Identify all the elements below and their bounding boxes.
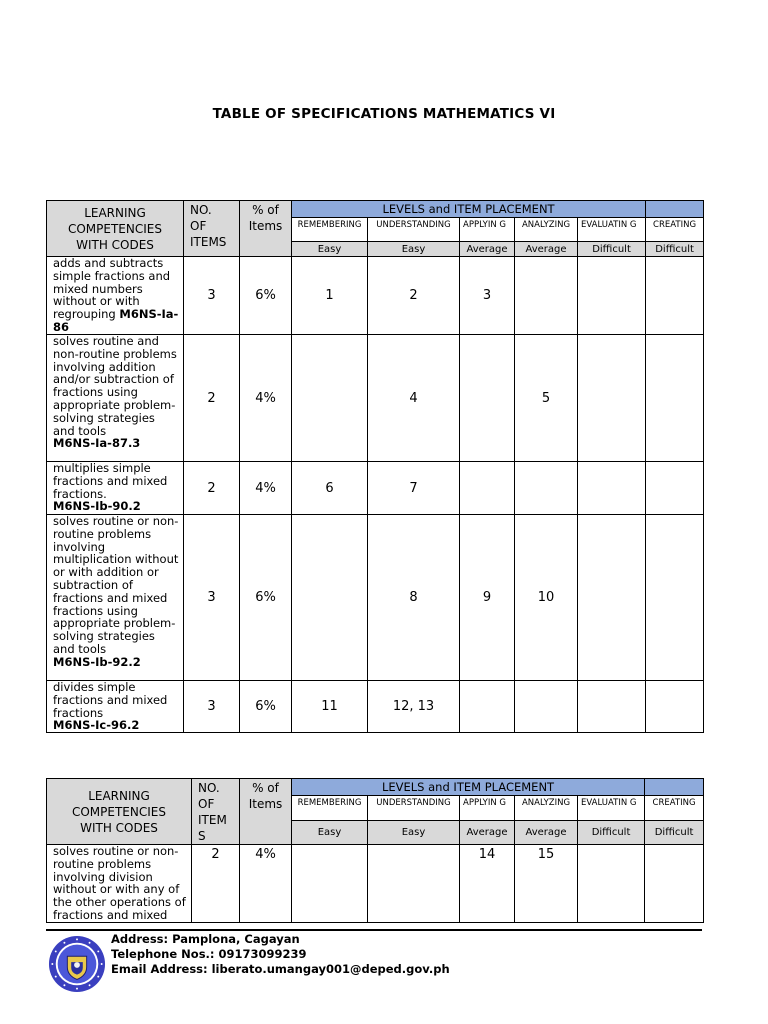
- item-placement-cell: 1: [292, 257, 368, 335]
- item-placement-cell: [578, 257, 646, 335]
- competency-text: divides simple fractions and mixed fractions: [53, 680, 168, 720]
- item-placement-cell: [578, 845, 645, 923]
- competency-cell: [47, 462, 184, 515]
- items-count-cell: 3: [184, 681, 240, 733]
- table-row: [47, 462, 704, 515]
- item-placement-cell: 5: [515, 335, 578, 462]
- competency-cell: [47, 845, 192, 923]
- item-placement-cell: [368, 845, 460, 923]
- item-placement-cell: [515, 257, 578, 335]
- header-percent-items: % of Items: [240, 779, 292, 845]
- specifications-table-2: [46, 778, 704, 923]
- level-name-cell: APPLYIN G: [460, 796, 515, 820]
- header-levels-blank: [645, 779, 704, 796]
- item-placement-cell: [292, 515, 368, 681]
- item-placement-cell: 15: [515, 845, 578, 923]
- item-placement-cell: 9: [460, 515, 515, 681]
- competency-text: solves routine and non-routine problems involving addition and/or subtraction of fractions using appropriate problem-solving strategies and tools: [53, 334, 177, 438]
- header-no-items: NO. OF ITEMS: [184, 201, 240, 257]
- item-placement-cell: [515, 462, 578, 515]
- header-levels-blank: [646, 201, 704, 218]
- table-row: [47, 335, 704, 462]
- document-title: TABLE OF SPECIFICATIONS MATHEMATICS VI: [212, 106, 556, 122]
- difficulty-cell: Easy: [292, 242, 368, 257]
- competency-cell: [47, 681, 184, 733]
- level-name-cell: UNDERSTANDING: [368, 796, 460, 820]
- table-row: [47, 681, 704, 733]
- item-placement-cell: 6: [292, 462, 368, 515]
- item-placement-cell: [646, 335, 704, 462]
- header-no-items: NO. OF ITEM S: [192, 779, 240, 845]
- competency-code: M6NS-Ic-96.2: [53, 718, 140, 733]
- specifications-table-1: [46, 200, 704, 733]
- difficulty-cell: Difficult: [578, 242, 646, 257]
- competency-cell: [47, 515, 184, 681]
- difficulty-cell: Average: [515, 242, 578, 257]
- level-name-cell: EVALUATIN G: [578, 218, 646, 242]
- percent-cell: 6%: [240, 681, 292, 733]
- competency-code: M6NS-Ib-90.2: [53, 499, 141, 514]
- item-placement-cell: 8: [368, 515, 460, 681]
- level-name-cell: APPLYIN G: [460, 218, 515, 242]
- competency-cell: [47, 335, 184, 462]
- item-placement-cell: [578, 462, 646, 515]
- header-levels: LEVELS and ITEM PLACEMENT: [292, 779, 645, 796]
- table-row: [47, 257, 704, 335]
- difficulty-cell: Average: [460, 242, 515, 257]
- percent-cell: 4%: [240, 335, 292, 462]
- footer-divider: [46, 929, 702, 931]
- items-count-cell: 2: [184, 335, 240, 462]
- difficulty-cell: Easy: [368, 820, 460, 844]
- level-name-cell: ANALYZING: [515, 796, 578, 820]
- competency-code: M6NS-Ia-86: [53, 307, 179, 334]
- header-percent-items: % of Items: [240, 201, 292, 257]
- header-competencies: LEARNING COMPETENCIES WITH CODES: [47, 779, 192, 845]
- difficulty-cell: Difficult: [645, 820, 704, 844]
- item-placement-cell: [646, 257, 704, 335]
- footer-contact: [111, 932, 450, 977]
- level-name-cell: CREATING: [646, 218, 704, 242]
- level-name-cell: ANALYZING: [515, 218, 578, 242]
- table-row: [47, 845, 704, 923]
- competency-code: M6NS-Ib-92.2: [53, 654, 141, 669]
- header-competencies: LEARNING COMPETENCIES WITH CODES: [47, 201, 184, 257]
- item-placement-cell: [645, 845, 704, 923]
- percent-cell: 4%: [240, 845, 292, 923]
- table-row: [47, 515, 704, 681]
- level-name-cell: REMEMBERING: [292, 796, 368, 820]
- competency-text: adds and subtracts simple fractions and mixed numbers without or with regrouping: [53, 256, 171, 322]
- footer-phone: Telephone Nos.: 09173099239: [111, 947, 307, 961]
- item-placement-cell: [460, 681, 515, 733]
- item-placement-cell: 3: [460, 257, 515, 335]
- percent-cell: 4%: [240, 462, 292, 515]
- difficulty-cell: Difficult: [646, 242, 704, 257]
- footer-email: Email Address: liberato.umangay001@deped.gov.ph: [111, 962, 450, 976]
- competency-text: solves routine or non-routine problems involving division without or with any of the other operations of fractions and mixed: [53, 844, 186, 922]
- item-placement-cell: [515, 681, 578, 733]
- footer-address: Address: Pamplona, Cagayan: [111, 932, 300, 946]
- item-placement-cell: [646, 515, 704, 681]
- competency-text: multiplies simple fractions and mixed fractions.: [53, 461, 168, 501]
- competency-cell: [47, 257, 184, 335]
- difficulty-cell: Difficult: [578, 820, 645, 844]
- items-count-cell: 2: [192, 845, 240, 923]
- deped-seal-icon: [48, 935, 106, 993]
- difficulty-cell: Easy: [292, 820, 368, 844]
- item-placement-cell: 4: [368, 335, 460, 462]
- header-levels: LEVELS and ITEM PLACEMENT: [292, 201, 646, 218]
- level-name-cell: EVALUATIN G: [578, 796, 645, 820]
- item-placement-cell: [578, 515, 646, 681]
- item-placement-cell: [292, 845, 368, 923]
- item-placement-cell: 7: [368, 462, 460, 515]
- level-name-cell: UNDERSTANDING: [368, 218, 460, 242]
- items-count-cell: 2: [184, 462, 240, 515]
- level-name-cell: REMEMBERING: [292, 218, 368, 242]
- item-placement-cell: [646, 681, 704, 733]
- item-placement-cell: 10: [515, 515, 578, 681]
- items-count-cell: 3: [184, 257, 240, 335]
- difficulty-cell: Easy: [368, 242, 460, 257]
- item-placement-cell: [460, 462, 515, 515]
- item-placement-cell: 2: [368, 257, 460, 335]
- percent-cell: 6%: [240, 515, 292, 681]
- item-placement-cell: 12, 13: [368, 681, 460, 733]
- item-placement-cell: 11: [292, 681, 368, 733]
- items-count-cell: 3: [184, 515, 240, 681]
- difficulty-cell: Average: [515, 820, 578, 844]
- competency-text: solves routine or non-routine problems involving multiplication without or with addition or subtraction of fractions and mixed fractions using appropriate problem-solving strategies and tools: [53, 514, 179, 656]
- item-placement-cell: [578, 335, 646, 462]
- item-placement-cell: [578, 681, 646, 733]
- item-placement-cell: [292, 335, 368, 462]
- item-placement-cell: [460, 335, 515, 462]
- difficulty-cell: Average: [460, 820, 515, 844]
- level-name-cell: CREATING: [645, 796, 704, 820]
- item-placement-cell: 14: [460, 845, 515, 923]
- percent-cell: 6%: [240, 257, 292, 335]
- competency-code: M6NS-Ia-87.3: [53, 436, 141, 451]
- item-placement-cell: [646, 462, 704, 515]
